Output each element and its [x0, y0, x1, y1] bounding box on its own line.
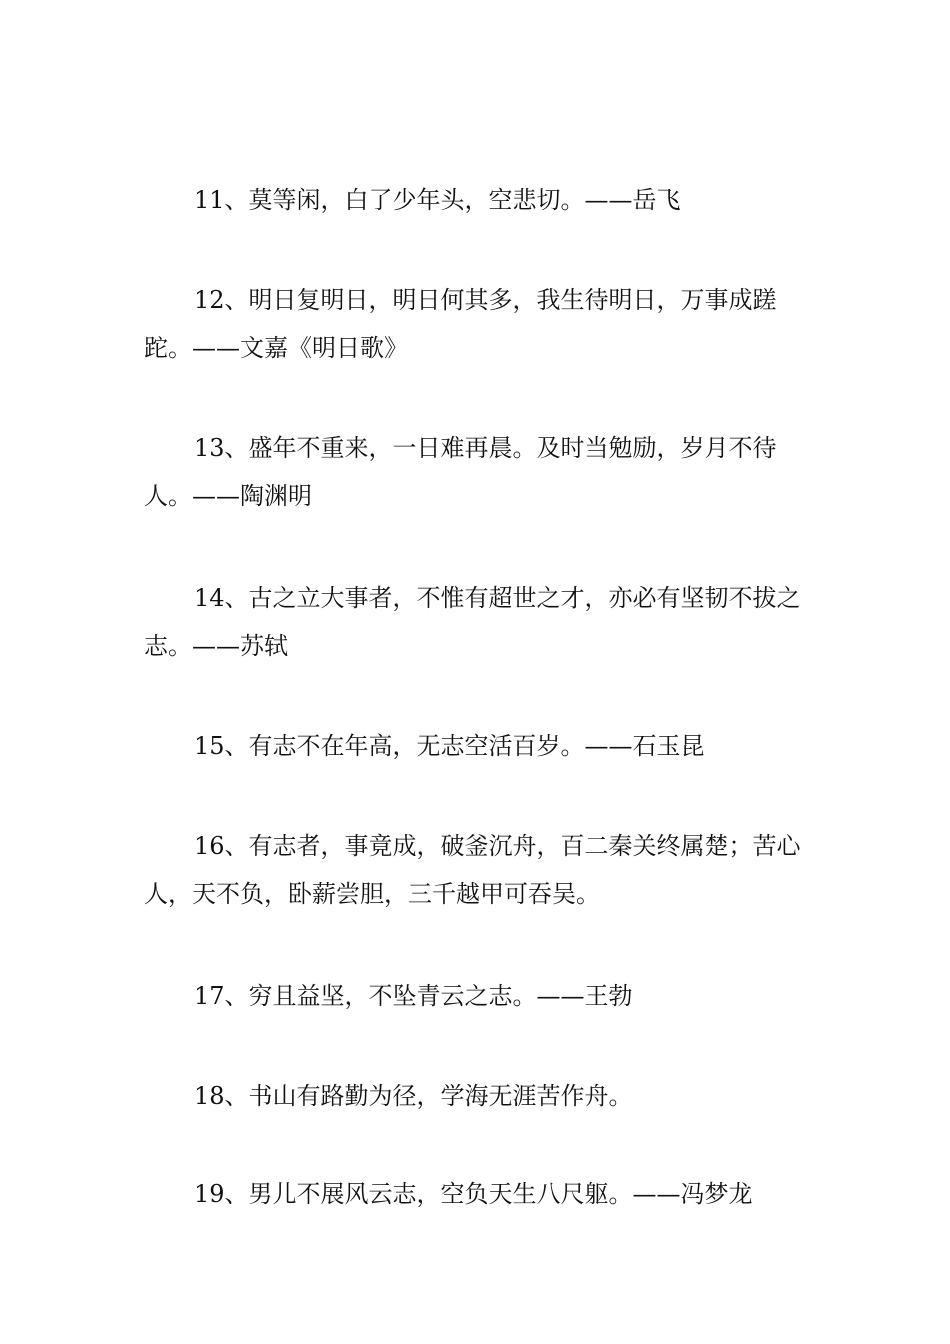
quote-12: 12、明日复明日，明日何其多，我生待明日，万事成蹉跎。——文嘉《明日歌》	[144, 286, 777, 362]
quote-18: 18、书山有路勤为径，学海无涯苦作舟。	[194, 1082, 633, 1110]
quote-19: 19、男儿不展风云志，空负天生八尺躯。——冯梦龙	[194, 1180, 753, 1208]
quote-15: 15、有志不在年高，无志空活百岁。——石玉昆	[194, 732, 705, 760]
quote-13: 13、盛年不重来，一日难再晨。及时当勉励，岁月不待人。——陶渊明	[144, 434, 777, 510]
quote-17: 17、穷且益坚，不坠青云之志。——王勃	[194, 982, 633, 1010]
quote-11: 11、莫等闲，白了少年头，空悲切。——岳飞	[194, 186, 681, 214]
quote-16: 16、有志者，事竟成，破釜沉舟，百二秦关终属楚；苦心人，天不负，卧薪尝胆，三千越甲可吞吴。	[144, 832, 801, 908]
quote-14: 14、古之立大事者，不惟有超世之才，亦必有坚韧不拔之志。——苏轼	[144, 584, 801, 660]
